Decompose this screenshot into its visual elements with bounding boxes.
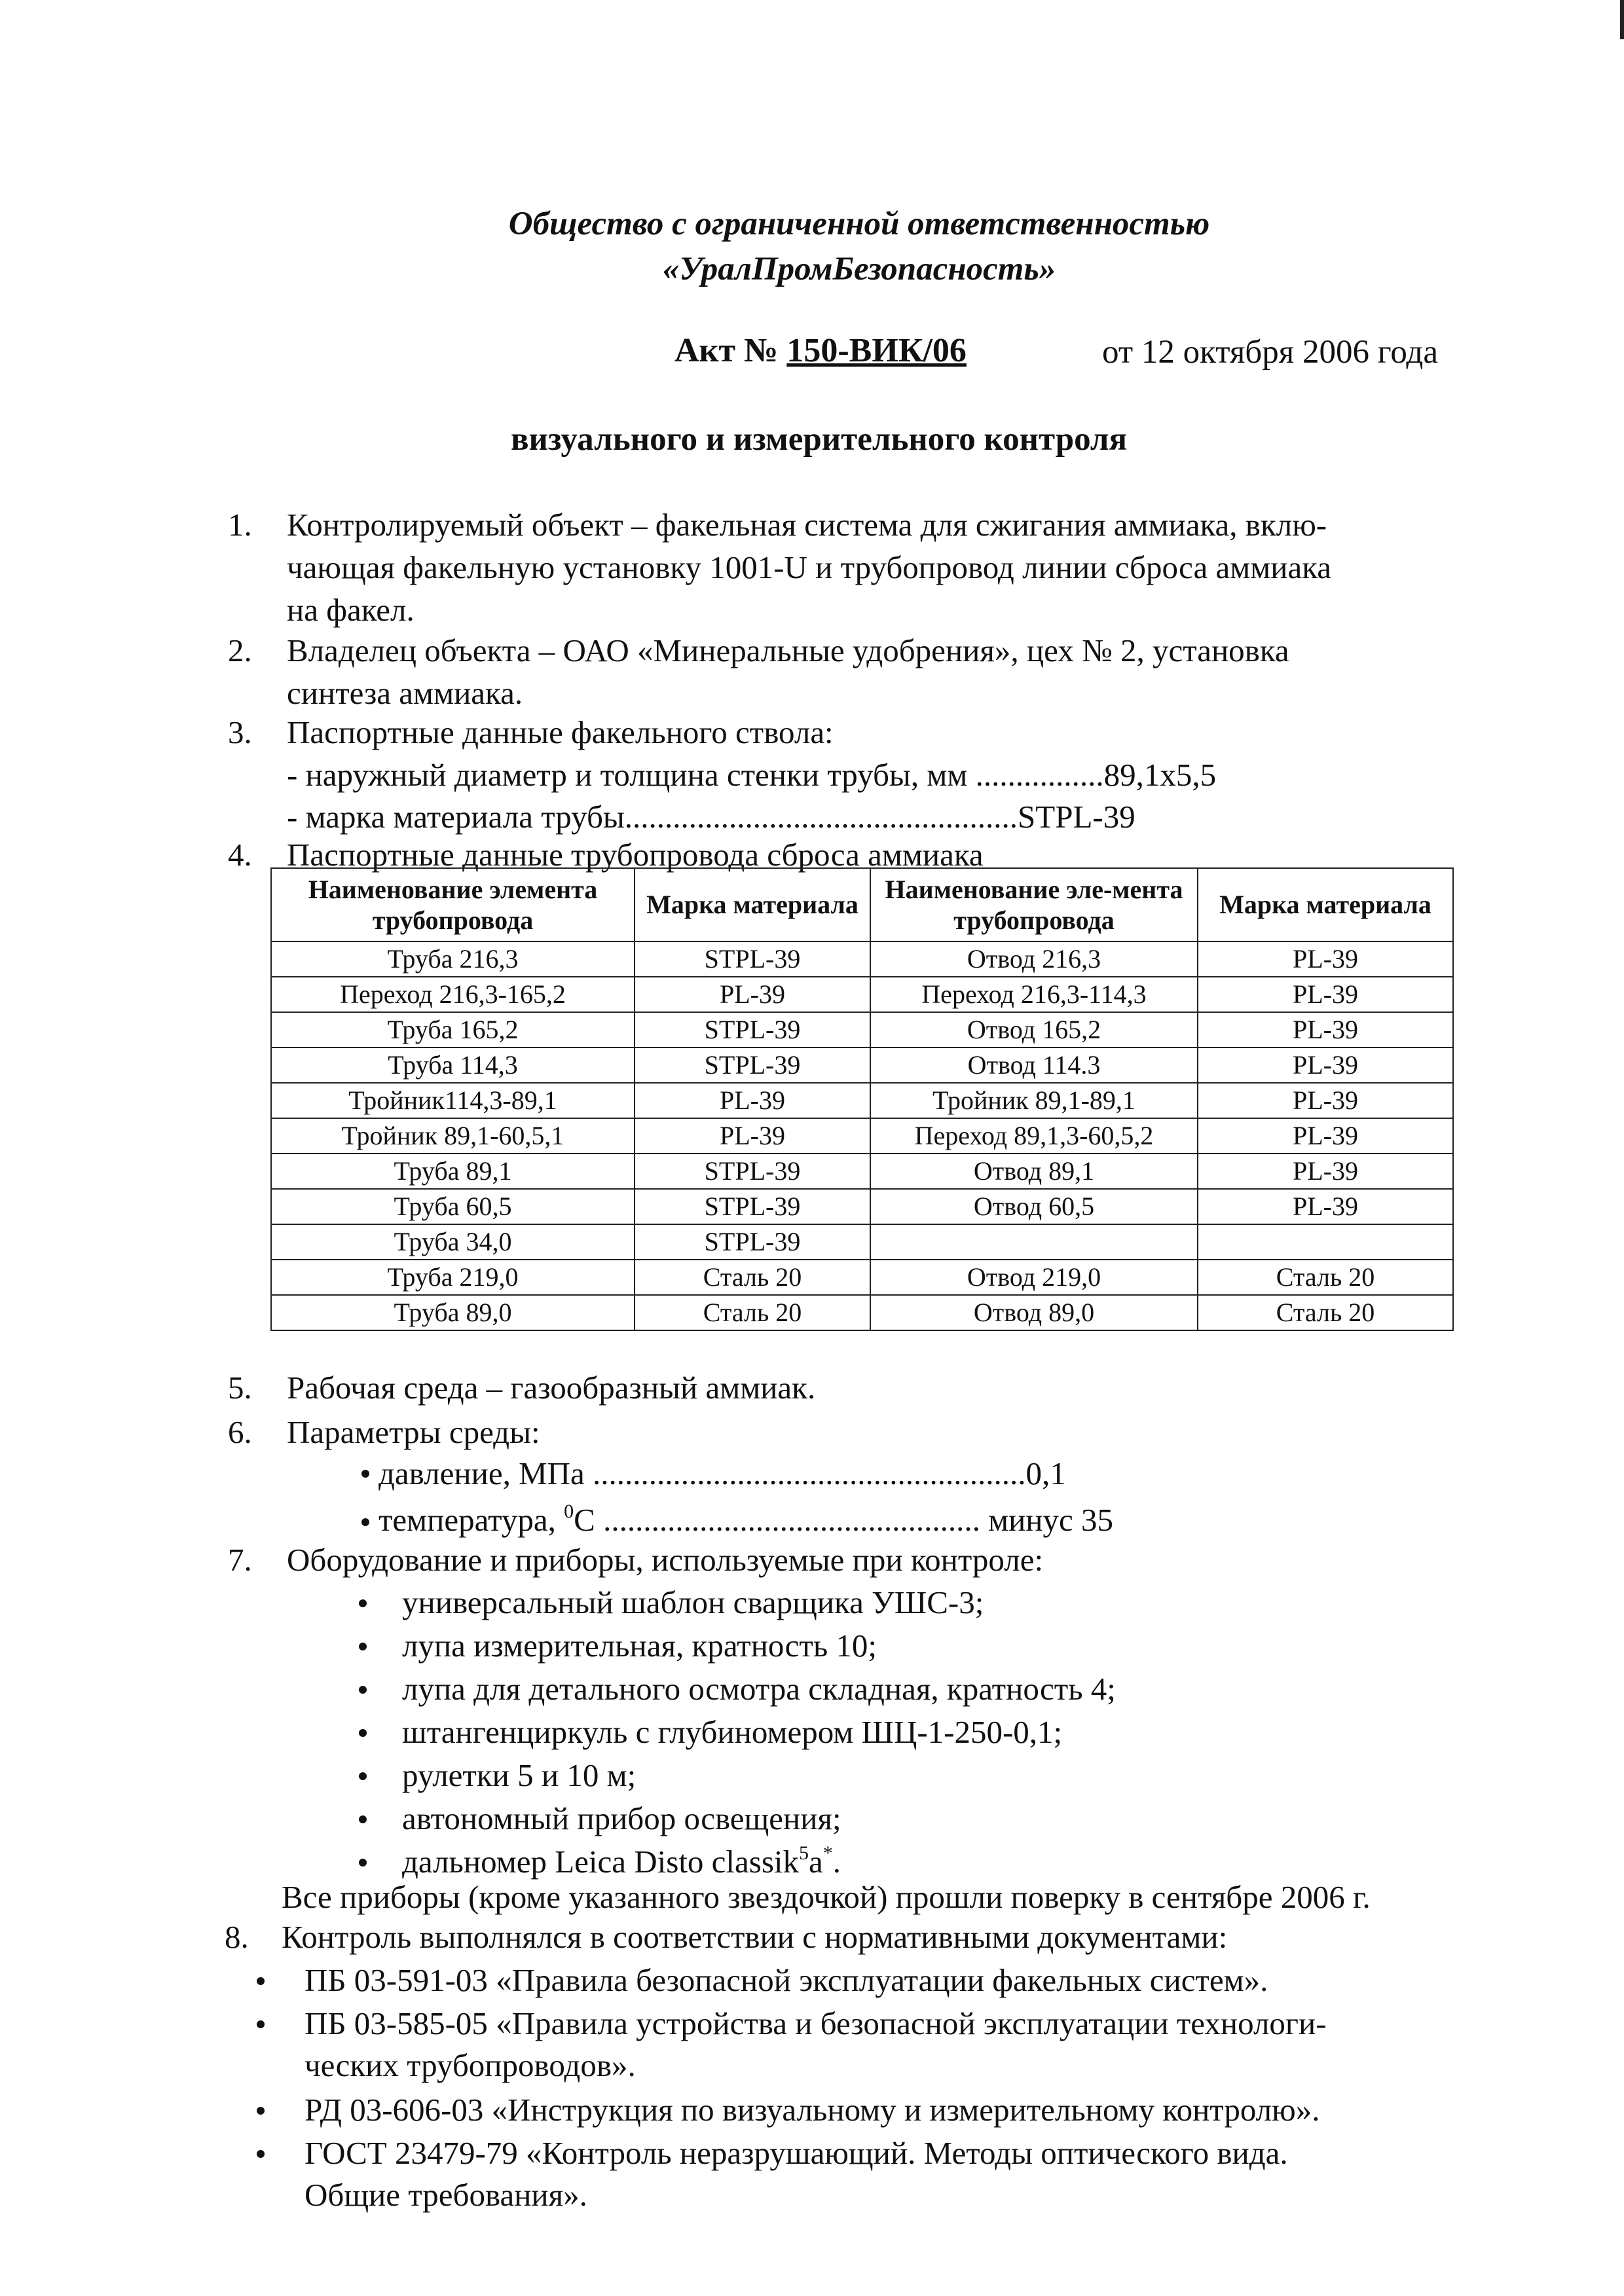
item-number: 7. <box>228 1542 252 1578</box>
equipment-item: лупа для детального осмотра складная, кратность 4; <box>402 1671 1116 1707</box>
act-prefix: Акт № <box>674 332 787 369</box>
item-8-line: Контроль выполнялся в соответствии с нормативными документами: <box>282 1919 1228 1955</box>
table-cell: PL-39 <box>1198 941 1453 977</box>
table-cell: PL-39 <box>635 1118 870 1154</box>
pipeline-elements-table <box>270 867 1454 1331</box>
table-row <box>271 941 1453 977</box>
item-number: 8. <box>225 1919 249 1955</box>
act-title <box>674 331 967 370</box>
scan-edge-mark <box>1620 0 1624 39</box>
calibration-note: Все приборы (кроме указанного звездочкой) прошли поверку в сентябре 2006 г. <box>282 1879 1371 1915</box>
table-cell: STPL-39 <box>635 941 870 977</box>
item-3-line: Паспортные данные факельного ствола: <box>287 714 834 750</box>
item-3-line: - наружный диаметр и толщина стенки трубы, мм ................89,1х5,5 <box>287 757 1217 793</box>
normative-document: ПБ 03-591-03 «Правила безопасной эксплуатации факельных систем». <box>304 1962 1268 1998</box>
item-5-line: Рабочая среда – газообразный аммиак. <box>287 1370 816 1406</box>
asterisk-superscript: * <box>822 1842 833 1864</box>
bullet-dot <box>361 1518 369 1526</box>
act-number: 150-ВИК/06 <box>786 332 967 369</box>
table-cell: Отвод 165,2 <box>870 1012 1198 1048</box>
item-1-line: чающая факельную установку 1001-U и трубопровод линии сброса аммиака <box>287 549 1332 585</box>
equipment-item: автономный прибор освещения; <box>402 1800 841 1836</box>
item-7-line: Оборудование и приборы, используемые при контроле: <box>287 1542 1044 1578</box>
table-cell: Сталь 20 <box>635 1295 870 1330</box>
act-date: от 12 октября 2006 года <box>1102 334 1438 371</box>
column-header: Марка материала <box>635 868 870 941</box>
table-cell: Отвод 219,0 <box>870 1260 1198 1295</box>
item-3-line: - марка материала трубы.................................................STPL-39 <box>287 799 1135 835</box>
table-cell: PL-39 <box>1198 1189 1453 1224</box>
table-cell: PL-39 <box>1198 1012 1453 1048</box>
table-cell: Труба 34,0 <box>271 1224 635 1260</box>
rangefinder-suffix: а <box>809 1844 823 1880</box>
table-row <box>271 1295 1453 1330</box>
bullet-dot <box>359 1686 367 1694</box>
table-cell: Труба 165,2 <box>271 1012 635 1048</box>
table-cell: Тройник 89,1-60,5,1 <box>271 1118 635 1154</box>
table-cell: STPL-39 <box>635 1224 870 1260</box>
param-temperature <box>378 1501 1114 1538</box>
act-subtitle: визуального и измерительного контроля <box>511 421 1128 458</box>
item-6-line: Параметры среды: <box>287 1414 540 1450</box>
table-cell <box>1198 1224 1453 1260</box>
bullet-dot <box>257 2107 265 2115</box>
table-cell: PL-39 <box>1198 1154 1453 1189</box>
bullet-dot <box>359 1643 367 1650</box>
bullet-dot <box>359 1815 367 1823</box>
bullet-dot <box>359 1859 367 1867</box>
item-1-line: на факел. <box>287 592 415 628</box>
bullet-dot <box>359 1772 367 1780</box>
item-number: 1. <box>228 507 252 543</box>
table-cell: Труба 114,3 <box>271 1048 635 1083</box>
degree-superscript: 0 <box>564 1501 574 1522</box>
item-4-line: Паспортные данные трубопровода сброса аммиака <box>287 837 984 873</box>
table-row <box>271 1048 1453 1083</box>
rangefinder-name: дальномер Leica Disto classik <box>402 1844 800 1880</box>
rangefinder-period: . <box>832 1844 841 1880</box>
equipment-item: лупа измерительная, кратность 10; <box>402 1628 877 1664</box>
table-cell: Отвод 216,3 <box>870 941 1198 977</box>
item-number: 2. <box>228 632 252 668</box>
table-cell: Отвод 89,1 <box>870 1154 1198 1189</box>
normative-document-cont: Общие требования». <box>304 2177 587 2213</box>
table-cell: PL-39 <box>1198 1083 1453 1118</box>
table-cell: Сталь 20 <box>1198 1260 1453 1295</box>
table-cell <box>870 1224 1198 1260</box>
column-header: Наименование элемента трубопровода <box>271 868 635 941</box>
table-cell: Труба 60,5 <box>271 1189 635 1224</box>
table-row <box>271 977 1453 1012</box>
table-row <box>271 1224 1453 1260</box>
table-cell: PL-39 <box>635 1083 870 1118</box>
column-header: Наименование эле-мента трубопровода <box>870 868 1198 941</box>
rangefinder-superscript: 5 <box>799 1842 809 1864</box>
table-row <box>271 1012 1453 1048</box>
equipment-item-rangefinder <box>402 1842 841 1880</box>
org-name-line2: «УралПромБезопасность» <box>662 251 1056 287</box>
table-cell: STPL-39 <box>635 1048 870 1083</box>
table-cell: STPL-39 <box>635 1154 870 1189</box>
equipment-item: рулетки 5 и 10 м; <box>402 1757 637 1793</box>
table-cell: Переход 89,1,3-60,5,2 <box>870 1118 1198 1154</box>
table-cell: PL-39 <box>1198 977 1453 1012</box>
table-cell: PL-39 <box>1198 1118 1453 1154</box>
table-cell: Сталь 20 <box>1198 1295 1453 1330</box>
normative-document: ГОСТ 23479-79 «Контроль неразрушающий. Методы оптического вида. <box>304 2135 1288 2171</box>
equipment-item: штангенциркуль с глубиномером ШЦ-1-250-0,1; <box>402 1714 1063 1750</box>
item-2-line: Владелец объекта – ОАО «Минеральные удобрения», цех № 2, установка <box>287 632 1289 668</box>
param-temperature-label: температура, <box>378 1502 564 1538</box>
table-row <box>271 1154 1453 1189</box>
org-name-line1: Общество с ограниченной ответственностью <box>508 206 1210 242</box>
bullet-dot <box>257 1977 265 1985</box>
table-row <box>271 1083 1453 1118</box>
table-header-row <box>271 868 1453 941</box>
item-number: 4. <box>228 837 252 873</box>
column-header: Марка материала <box>1198 868 1453 941</box>
table-cell: Труба 89,0 <box>271 1295 635 1330</box>
item-1-line: Контролируемый объект – факельная система для сжигания аммиака, вклю- <box>287 507 1327 543</box>
bullet-dot <box>359 1729 367 1737</box>
item-number: 6. <box>228 1414 252 1450</box>
bullet-dot <box>361 1470 369 1478</box>
table-cell: Труба 89,1 <box>271 1154 635 1189</box>
table-cell: Тройник 89,1-89,1 <box>870 1083 1198 1118</box>
table-cell: PL-39 <box>635 977 870 1012</box>
table-cell: Отвод 60,5 <box>870 1189 1198 1224</box>
bullet-dot <box>257 2020 265 2028</box>
item-number: 5. <box>228 1370 252 1406</box>
table-row <box>271 1189 1453 1224</box>
param-pressure: давление, МПа ......................................................0,1 <box>378 1455 1066 1491</box>
table-cell: STPL-39 <box>635 1012 870 1048</box>
table-cell: Труба 216,3 <box>271 941 635 977</box>
table-cell: Отвод 89,0 <box>870 1295 1198 1330</box>
bullet-dot <box>257 2150 265 2158</box>
table-cell: Тройник114,3-89,1 <box>271 1083 635 1118</box>
table-cell: Переход 216,3-165,2 <box>271 977 635 1012</box>
normative-document: ПБ 03-585-05 «Правила устройства и безопасной эксплуатации технологи- <box>304 2005 1327 2041</box>
table-row <box>271 1260 1453 1295</box>
normative-document-cont: ческих трубопроводов». <box>304 2047 636 2083</box>
item-2-line: синтеза аммиака. <box>287 675 523 711</box>
table-cell: Отвод 114.3 <box>870 1048 1198 1083</box>
table-row <box>271 1118 1453 1154</box>
param-temperature-value: С ............................................... минус 35 <box>574 1502 1114 1538</box>
table-cell: Переход 216,3-114,3 <box>870 977 1198 1012</box>
table-cell: Труба 219,0 <box>271 1260 635 1295</box>
normative-document: РД 03-606-03 «Инструкция по визуальному и измерительному контролю». <box>304 2092 1320 2128</box>
bullet-dot <box>359 1599 367 1607</box>
table-cell: STPL-39 <box>635 1189 870 1224</box>
table-cell: PL-39 <box>1198 1048 1453 1083</box>
equipment-item: универсальный шаблон сварщика УШС-3; <box>402 1584 984 1620</box>
item-number: 3. <box>228 714 252 750</box>
table-cell: Сталь 20 <box>635 1260 870 1295</box>
